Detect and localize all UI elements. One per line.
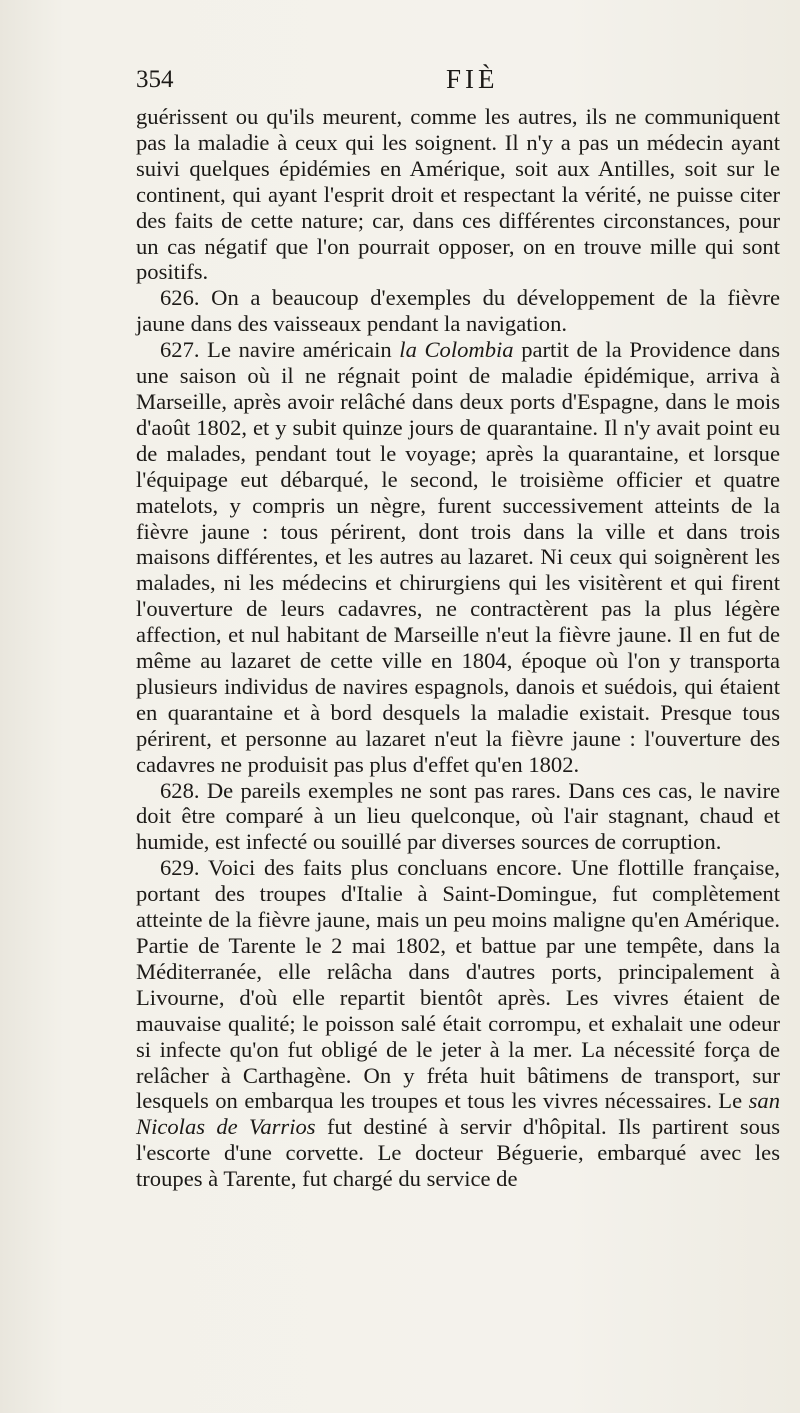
paragraph-p-627 (136, 337, 780, 777)
paragraph-text: 628. De pareils exemples ne sont pas rares. Dans ces cas, le navire doit être comparé à un lieu quelconque, où l'air stagnant, chaud et humide, est infecté ou souillé par diverses sources de corruption. (136, 777, 780, 855)
running-title: FIÈ (446, 64, 499, 94)
paragraph-p-628 (136, 778, 780, 856)
paragraph-p-cont (136, 104, 780, 285)
body-text (136, 104, 780, 1192)
page-header (136, 66, 776, 102)
paragraph-p-629 (136, 855, 780, 1192)
paragraph-text: 629. Voici des faits plus concluans encore. Une flottille française, portant des troupes d'Italie à Saint-Domingue, fut complètement atteinte de la fièvre jaune, mais un peu moins maligne qu'en Amérique. Partie de Tarente le 2 mai 1802, et battue par une tempête, dans la Méditerranée, elle relâcha dans d'autres ports, principalement à Livourne, d'où elle repartit bientôt après. Les vivres étaient de mauvaise qualité; le poisson salé était corrompu, et exhalait une odeur si infecte qu'on fut obligé de le jeter à la mer. La nécessité força de relâcher à Carthagène. On y fréta huit bâtimens de transport, sur lesquels on embarqua les troupes et tous les vivres nécessaires. Le (136, 855, 780, 1114)
paragraph-text: partit de la Providence dans une saison où il ne régnait point de maladie épidémique, arriva à Marseille, après avoir relâché dans deux ports d'Espagne, dans le mois d'août 1802, et y subit quinze jours de quarantaine. Il n'y avait point eu de malades, pendant tout le voyage; après la quarantaine, et lorsque l'équipage eut débarqué, le second, le troisième officier et quatre matelots, y compris un nègre, furent successivement atteints de la fièvre jaune : tous périrent, dont trois dans la ville et dans trois maisons différentes, et les autres au lazaret. Ni ceux qui soignèrent les malades, ni les médecins et chirurgiens qui les visitèrent et qui firent l'ouverture de leurs cadavres, ne contractèrent pas la plus légère affection, et nul habitant de Marseille n'eut la fièvre jaune. Il en fut de même au lazaret de cette ville en 1804, époque où l'on y transporta plusieurs individus de navires espagnols, danois et suédois, qui étaient en quarantaine et à bord desquels la maladie existait. Presque tous périrent, et personne au lazaret n'eut la fièvre jaune : l'ouverture des cadavres ne produisit pas plus d'effet qu'en 1802. (136, 337, 780, 777)
paragraph-text: fut destiné à servir d'hôpital. Ils partirent sous l'escorte d'une corvette. Le docteur Béguerie, embarqué avec les troupes à Tarente, fut chargé du service de (136, 1114, 780, 1192)
paragraph-text: 626. On a beaucoup d'exemples du développement de la fièvre jaune dans des vaisseaux pendant la navigation. (136, 285, 780, 337)
paragraph-text: 627. Le navire américain (160, 337, 400, 363)
paragraph-p-626 (136, 285, 780, 337)
paragraph-text: guérissent ou qu'ils meurent, comme les autres, ils ne communiquent pas la maladie à ceux qui les soignent. Il n'y a pas un médecin ayant suivi quelques épidémies en Amérique, soit aux Antilles, soit sur le continent, qui ayant l'esprit droit et respectant la vérité, ne puisse citer des faits de cette nature; car, dans ces différentes circonstances, pour un cas négatif que l'on pourrait opposer, on en trouve mille qui sont positifs. (136, 104, 780, 285)
italic-text: san Nicolas de Varrios (136, 1088, 780, 1140)
italic-text: la Colombia (399, 337, 514, 363)
page-number: 354 (136, 66, 174, 93)
